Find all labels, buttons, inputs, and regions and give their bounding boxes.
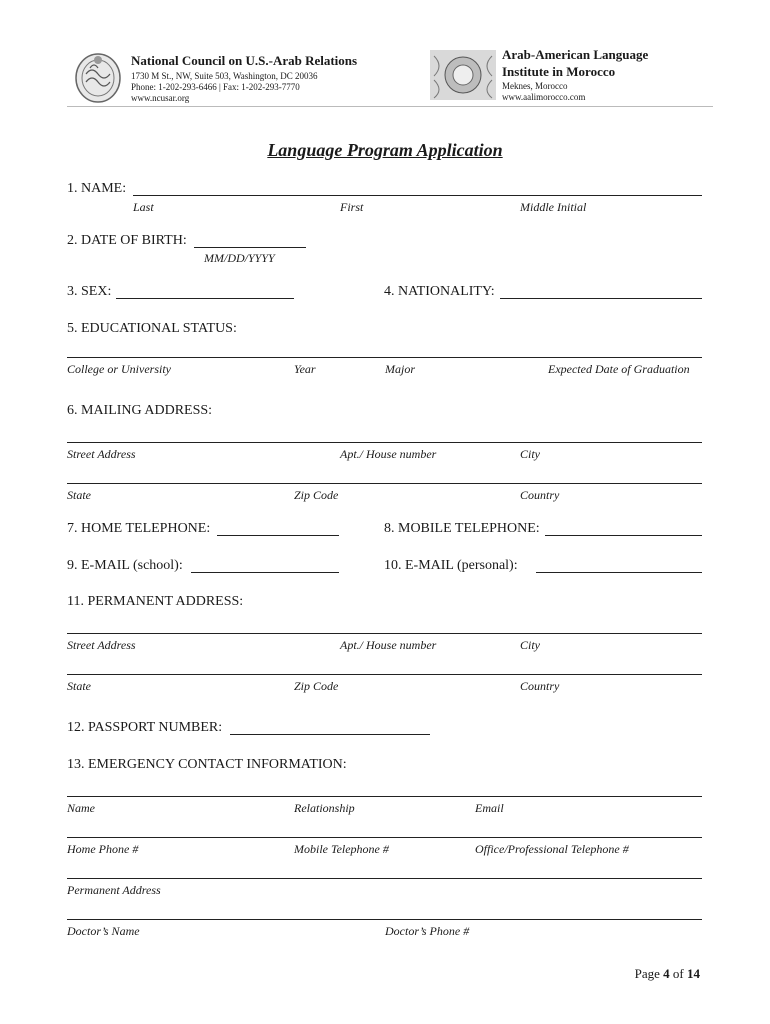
left-org-address: 1730 M St., NW, Suite 503, Washington, DC 20036 (131, 71, 318, 81)
dob-caption: MM/DD/YYYY (204, 251, 275, 265)
permanent-caption-country: Country (520, 679, 560, 693)
passport-number-label: 12. PASSPORT NUMBER: (67, 720, 223, 735)
emergency-phone-field[interactable] (67, 837, 702, 838)
emergency-caption-permanent-address: Permanent Address (67, 883, 161, 897)
permanent-caption-apt: Apt./ House number (340, 638, 437, 652)
right-org-name-line2: Institute in Morocco (502, 64, 616, 79)
education-caption-major: Major (385, 362, 415, 376)
page-of: of (672, 966, 684, 981)
sex-field[interactable] (116, 298, 294, 299)
emergency-permanent-address-field[interactable] (67, 878, 702, 879)
right-org-name-line1: Arab-American Language (502, 47, 649, 62)
left-org-phone: Phone: 1-202-293-6466 | Fax: 1-202-293-7770 (131, 82, 300, 92)
permanent-caption-state: State (67, 679, 91, 693)
permanent-address-label: 11. PERMANENT ADDRESS: (67, 594, 244, 609)
emergency-caption-home-phone: Home Phone # (67, 842, 139, 856)
page-number (635, 966, 700, 982)
home-telephone-label: 7. HOME TELEPHONE: (67, 521, 211, 536)
email-school-field[interactable] (191, 572, 339, 573)
form-title: Language Program Application (267, 140, 503, 160)
mailing-address-label: 6. MAILING ADDRESS: (67, 403, 213, 418)
mailing-state-field[interactable] (67, 483, 702, 484)
emergency-caption-mobile: Mobile Telephone # (294, 842, 389, 856)
left-org-name: National Council on U.S.-Arab Relations (131, 53, 358, 68)
education-caption-graduation: Expected Date of Graduation (548, 362, 690, 376)
name-label: 1. NAME: (67, 181, 127, 196)
mailing-caption-country: Country (520, 488, 560, 502)
emergency-caption-doctor-phone: Doctor’s Phone # (385, 924, 470, 938)
email-personal-label: 10. E-MAIL (personal): (384, 558, 518, 573)
email-school-label: 9. E-MAIL (school): (67, 558, 183, 573)
emergency-name-field[interactable] (67, 796, 702, 797)
page-total: 14 (687, 966, 700, 981)
emergency-caption-doctor-name: Doctor’s Name (67, 924, 140, 938)
header-divider (67, 106, 713, 107)
dob-field[interactable] (194, 247, 306, 248)
nationality-field[interactable] (500, 298, 702, 299)
dob-label: 2. DATE OF BIRTH: (67, 233, 187, 248)
page-current: 4 (663, 966, 670, 981)
aalim-ornament-logo (430, 50, 496, 100)
permanent-caption-street: Street Address (67, 638, 136, 652)
left-org-website: www.ncusar.org (131, 93, 190, 103)
name-caption-last: Last (133, 200, 154, 214)
name-field[interactable] (133, 195, 702, 196)
name-caption-first: First (340, 200, 364, 214)
education-caption-college: College or University (67, 362, 171, 376)
mailing-caption-street: Street Address (67, 447, 136, 461)
emergency-caption-office-phone: Office/Professional Telephone # (475, 842, 629, 856)
emergency-caption-relationship: Relationship (294, 801, 355, 815)
right-org-city: Meknes, Morocco (502, 81, 568, 91)
name-caption-middle: Middle Initial (520, 200, 587, 214)
emergency-doctor-field[interactable] (67, 919, 702, 920)
mailing-caption-apt: Apt./ House number (340, 447, 437, 461)
mailing-caption-city: City (520, 447, 540, 461)
mailing-caption-state: State (67, 488, 91, 502)
ncusar-seal-logo (72, 48, 124, 104)
education-label: 5. EDUCATIONAL STATUS: (67, 321, 237, 336)
mailing-caption-zip: Zip Code (294, 488, 339, 502)
mobile-telephone-field[interactable] (545, 535, 702, 536)
sex-label: 3. SEX: (67, 284, 112, 299)
permanent-state-field[interactable] (67, 674, 702, 675)
permanent-caption-zip: Zip Code (294, 679, 339, 693)
mobile-telephone-label: 8. MOBILE TELEPHONE: (384, 521, 540, 536)
email-personal-field[interactable] (536, 572, 702, 573)
emergency-contact-label: 13. EMERGENCY CONTACT INFORMATION: (67, 757, 347, 772)
home-telephone-field[interactable] (217, 535, 339, 536)
passport-number-field[interactable] (230, 734, 430, 735)
education-caption-year: Year (294, 362, 316, 376)
mailing-street-field[interactable] (67, 442, 702, 443)
page-prefix: Page (634, 966, 660, 981)
permanent-street-field[interactable] (67, 633, 702, 634)
emergency-caption-name: Name (67, 801, 95, 815)
right-org-website: www.aalimorocco.com (502, 92, 586, 102)
nationality-label: 4. NATIONALITY: (384, 284, 495, 299)
emergency-caption-email: Email (475, 801, 504, 815)
permanent-caption-city: City (520, 638, 540, 652)
education-field[interactable] (67, 357, 702, 358)
